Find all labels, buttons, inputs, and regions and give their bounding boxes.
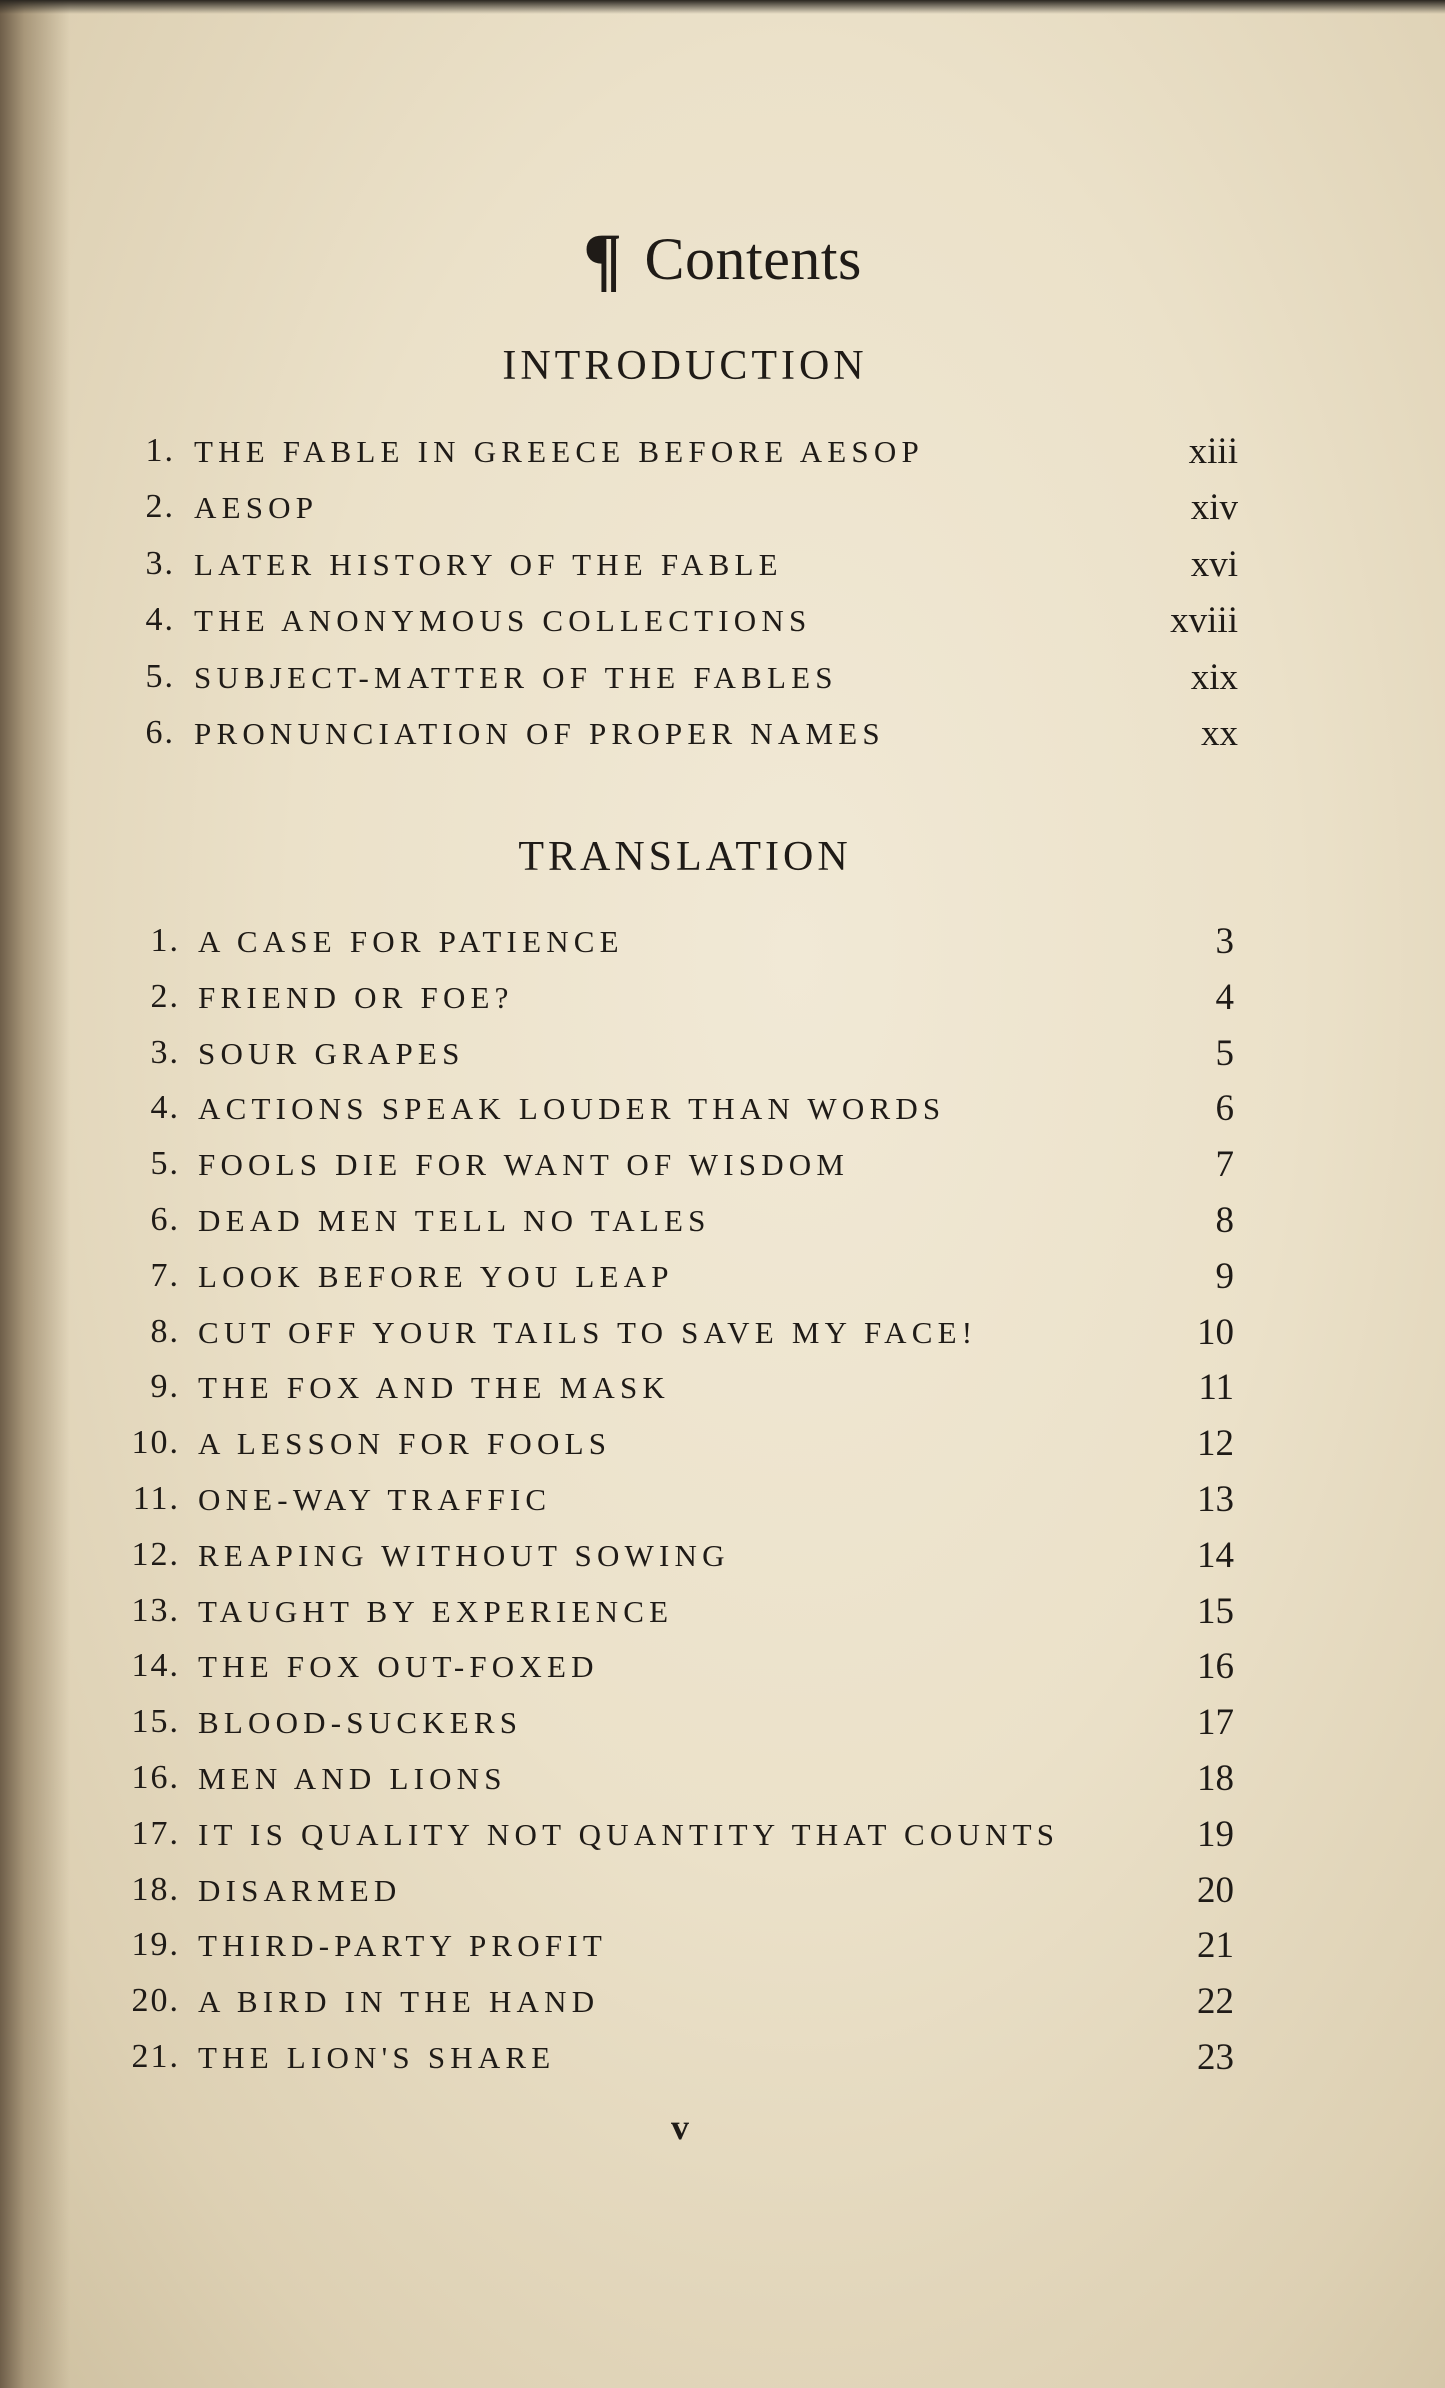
toc-entry-page: 19 [1197,1813,1234,1855]
toc-entry [0,1422,1445,1472]
toc-entry-number: 18. [131,1870,180,1908]
toc-entry-title: MEN AND LIONS [198,1761,507,1796]
toc-entry-title: DISARMED [198,1872,402,1908]
toc-entry-title: A CASE FOR PATIENCE [198,924,624,959]
toc-entry-page: 17 [1197,1702,1234,1744]
toc-entry [0,1980,1445,2030]
toc-entry-page: xx [1201,713,1238,754]
toc-entry-title: AESOP [194,490,319,526]
toc-entry-number: 15. [131,1703,180,1741]
toc-entry-title: FRIEND OR FOE? [198,979,514,1015]
toc-entry-number: 7. [150,1256,180,1294]
toc-entry-page: 21 [1197,1925,1234,1967]
toc-entry-title: SUBJECT-MATTER OF THE FABLES [194,659,838,695]
toc-entry-title: BLOOD-SUCKERS [198,1705,523,1741]
toc-entry [0,1534,1445,1584]
toc-entry-page: 12 [1197,1423,1234,1465]
toc-entry-title: TAUGHT BY EXPERIENCE [198,1593,674,1629]
toc-entry-page: 14 [1197,1534,1234,1576]
toc-entry-number: 4. [145,601,175,639]
toc-entry-page: 23 [1197,2037,1234,2078]
toc-entry-title: CUT OFF YOUR TAILS TO SAVE MY FACE! [198,1314,978,1350]
toc-entry-title: LATER HISTORY OF THE FABLE [194,546,783,582]
toc-entry-number: 13. [131,1591,180,1629]
toc-entry-title: A BIRD IN THE HAND [198,1984,600,2020]
toc-entry-number: 21. [131,2038,180,2075]
toc-entry-number: 4. [150,1089,180,1127]
toc-entry-page: 7 [1215,1144,1234,1186]
toc-entry-title: IT IS QUALITY NOT QUANTITY THAT COUNTS [198,1816,1060,1852]
toc-entry [0,1645,1445,1695]
toc-entry-page: 16 [1197,1646,1234,1688]
toc-entry-title: THE LION'S SHARE [198,2040,556,2075]
toc-entry [0,976,1445,1026]
toc-entry-number: 8. [150,1312,180,1350]
toc-entry [0,1199,1445,1249]
toc-entry-title: THE FABLE IN GREECE BEFORE AESOP [194,434,924,469]
toc-entry-page: 20 [1197,1869,1234,1911]
page-title-text: Contents [644,226,862,292]
toc-entry-page: xviii [1170,600,1238,642]
toc-entry-title: LOOK BEFORE YOU LEAP [198,1258,674,1294]
toc-entry-title: THE FOX AND THE MASK [198,1370,671,1406]
toc-entry [0,1478,1445,1528]
toc-entry-title: THIRD-PARTY PROFIT [198,1928,607,1964]
toc-entry-title: ONE-WAY TRAFFIC [198,1482,552,1517]
toc-entry-page: 18 [1197,1758,1234,1799]
toc-entry-page: 4 [1215,976,1234,1018]
toc-entry-number: 9. [150,1368,180,1406]
toc-entry-number: 2. [145,488,175,526]
toc-entry-title: THE FOX OUT-FOXED [198,1649,599,1685]
toc-entry-number: 5. [150,1145,180,1183]
toc-entry-page: 10 [1197,1311,1234,1353]
toc-entry-page: xiii [1188,431,1238,472]
toc-entry [0,1143,1445,1193]
toc-entry-number: 10. [131,1424,180,1462]
toc-entry-number: 6. [150,1201,180,1238]
toc-entry [0,1032,1445,1082]
toc-entry [0,1757,1445,1807]
toc-entry-number: 17. [131,1814,180,1852]
toc-entry [0,1087,1445,1137]
toc-entry-page: xiv [1190,487,1238,529]
toc-entry-title: DEAD MEN TELL NO TALES [198,1203,711,1238]
toc-entry-number: 3. [145,544,175,582]
toc-entry [0,486,1445,536]
translation-heading: TRANSLATION [518,834,852,880]
toc-entry-page: 9 [1215,1255,1234,1297]
toc-entry [0,543,1445,593]
toc-entry [0,1701,1445,1751]
toc-entry-page: xvi [1190,543,1238,585]
toc-entry-number: 19. [131,1926,180,1964]
toc-entry-number: 6. [145,714,175,751]
toc-entry-number: 16. [131,1759,180,1796]
toc-entry-page: 15 [1197,1590,1234,1632]
toc-entry [0,656,1445,706]
toc-entry-page: 5 [1215,1032,1234,1074]
toc-entry-number: 1. [145,432,175,469]
toc-entry [0,1311,1445,1361]
toc-entry-number: 11. [132,1480,180,1517]
page-title [0,218,1445,301]
toc-entry [0,920,1445,970]
toc-entry-title: THE ANONYMOUS COLLECTIONS [194,603,812,639]
toc-entry [0,1255,1445,1305]
toc-entry-title: PRONUNCIATION OF PROPER NAMES [194,716,885,751]
toc-entry [0,1590,1445,1640]
toc-entry-page: 22 [1197,1981,1234,2023]
toc-entry-page: 6 [1215,1088,1234,1130]
toc-entry [0,712,1445,762]
toc-entry-page: 13 [1197,1479,1234,1520]
toc-entry [0,1366,1445,1416]
toc-entry [0,1869,1445,1919]
toc-entry-number: 14. [131,1647,180,1685]
toc-entry-title: REAPING WITHOUT SOWING [198,1537,730,1573]
toc-entry-number: 1. [150,922,180,959]
toc-entry-number: 2. [150,977,180,1015]
introduction-heading: INTRODUCTION [502,343,868,389]
toc-entry-number: 20. [131,1982,180,2020]
toc-entry-page: 3 [1215,921,1234,962]
toc-entry-page: 11 [1198,1367,1234,1409]
pilcrow-mark: ¶ [583,219,623,299]
toc-entry [0,2036,1445,2086]
toc-entry-page: xix [1190,656,1238,698]
page-folio: v [671,2107,689,2147]
toc-entry-number: 12. [131,1535,180,1573]
toc-entry-title: SOUR GRAPES [198,1035,465,1071]
toc-entry-page: 8 [1215,1200,1234,1241]
toc-entry-title: FOOLS DIE FOR WANT OF WISDOM [198,1147,850,1183]
toc-entry-title: ACTIONS SPEAK LOUDER THAN WORDS [198,1091,946,1127]
toc-entry [0,430,1445,480]
toc-entry-number: 3. [150,1033,180,1071]
toc-entry [0,599,1445,649]
toc-entry [0,1924,1445,1974]
toc-entry-title: A LESSON FOR FOOLS [198,1426,612,1462]
toc-entry [0,1813,1445,1863]
toc-entry-number: 5. [145,657,175,695]
